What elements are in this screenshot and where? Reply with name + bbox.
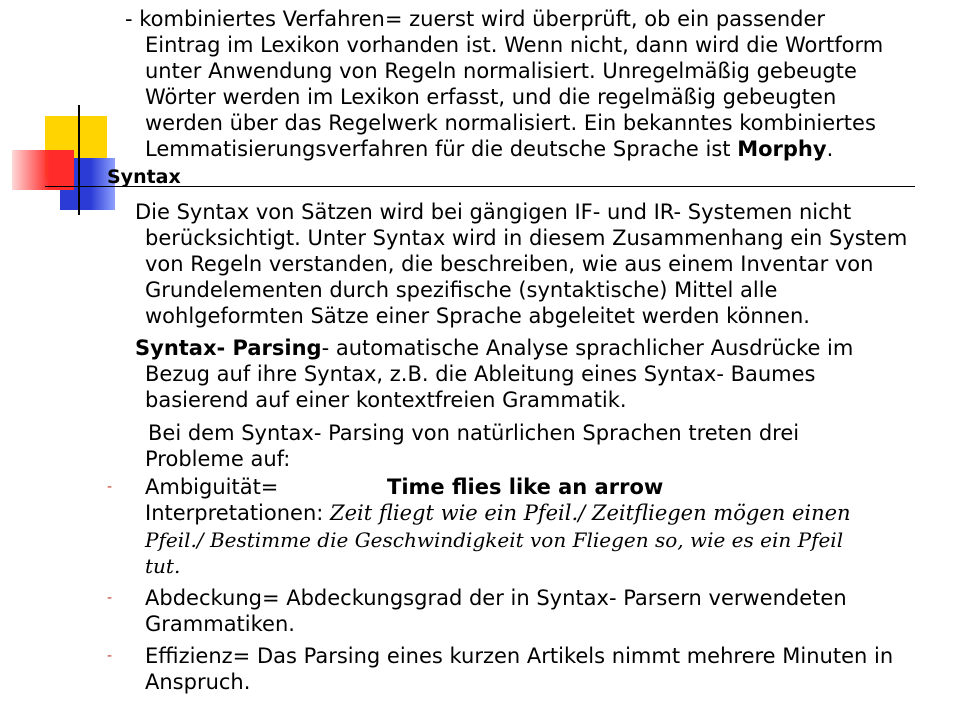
para3-line-1 [135, 335, 853, 361]
para1-line-2: Eintrag im Lexikon vorhanden ist. Wenn nicht, dann wird die Wortform [145, 33, 884, 57]
para4-line-2: Probleme auf: [145, 447, 291, 471]
bullet2-line-1: Abdeckung= Abdeckungsgrad der in Syntax- Parsern verwendeten [145, 586, 847, 610]
bullet2-line-2: Grammatiken. [145, 612, 295, 636]
bullet1-line-4: tut. [145, 554, 181, 578]
para2-line-3: von Regeln verstanden, die beschreiben, wie aus einem Inventar von [145, 252, 874, 276]
bullet-marker-2: - [107, 590, 113, 606]
bullet-marker-1: - [107, 479, 113, 495]
para2-line-1: Die Syntax von Sätzen wird bei gängigen IF- und IR- Systemen nicht [135, 200, 852, 224]
para1-line-1: - kombiniertes Verfahren= zuerst wird überprüft, ob ein passender [125, 7, 826, 31]
para4-line-1: Bei dem Syntax- Parsing von natürlichen Sprachen treten drei [148, 421, 800, 445]
para1-line-5: werden über das Regelwerk normalisiert. Ein bekanntes kombiniertes [145, 111, 876, 135]
bullet1-interp-1: Zeit fliegt wie ein Pfeil./ Zeitfliegen mögen einen [330, 501, 851, 525]
para3-line-2: Bezug auf ihre Syntax, z.B. die Ableitung eines Syntax- Baumes [145, 362, 816, 386]
para1-last-prefix: Lemmatisierungsverfahren für die deutsche Sprache ist [145, 137, 738, 161]
para3-line-3: basierend auf einer kontextfreien Grammatik. [145, 388, 627, 412]
morphy-term: Morphy [737, 137, 827, 161]
bullet1-line-3: Pfeil./ Bestimme die Geschwindigkeit von Fliegen so, wie es ein Pfeil [145, 528, 844, 552]
para1-last-suffix: . [826, 137, 834, 161]
bullet-marker-3: - [107, 648, 113, 664]
decor-vertical-line [78, 105, 80, 215]
decor-red-square [12, 150, 74, 190]
para1-line-4: Wörter werden im Lexikon erfasst, und die regelmäßig gebeugten [145, 85, 837, 109]
syntax-parsing-term: Syntax- Parsing [135, 336, 322, 360]
bullet3-line-1: Effizienz= Das Parsing eines kurzen Artikels nimmt mehrere Minuten in [145, 644, 894, 668]
para3-first-rest: - automatische Analyse sprachlicher Ausdrücke im [321, 336, 854, 360]
para2-line-4: Grundelementen durch spezifische (syntaktische) Mittel alle [145, 278, 778, 302]
section-heading-syntax: Syntax [107, 166, 181, 188]
bullet1-label: Ambiguität= [145, 475, 279, 499]
para1-line-3: unter Anwendung von Regeln normalisiert. Unregelmäßig gebeugte [145, 59, 857, 83]
para2-line-5: wohlgeformten Sätze einer Sprache abgeleitet werden können. [145, 304, 810, 328]
para1-line-6 [145, 136, 833, 162]
bullet3-line-2: Anspruch. [145, 670, 251, 694]
bullet1-example: Time flies like an arrow [387, 475, 664, 499]
bullet1-interp-label: Interpretationen: [145, 501, 331, 525]
para2-line-2: berücksichtigt. Unter Syntax wird in diesem Zusammenhang ein System [145, 226, 908, 250]
bullet1-line-2 [145, 500, 851, 526]
